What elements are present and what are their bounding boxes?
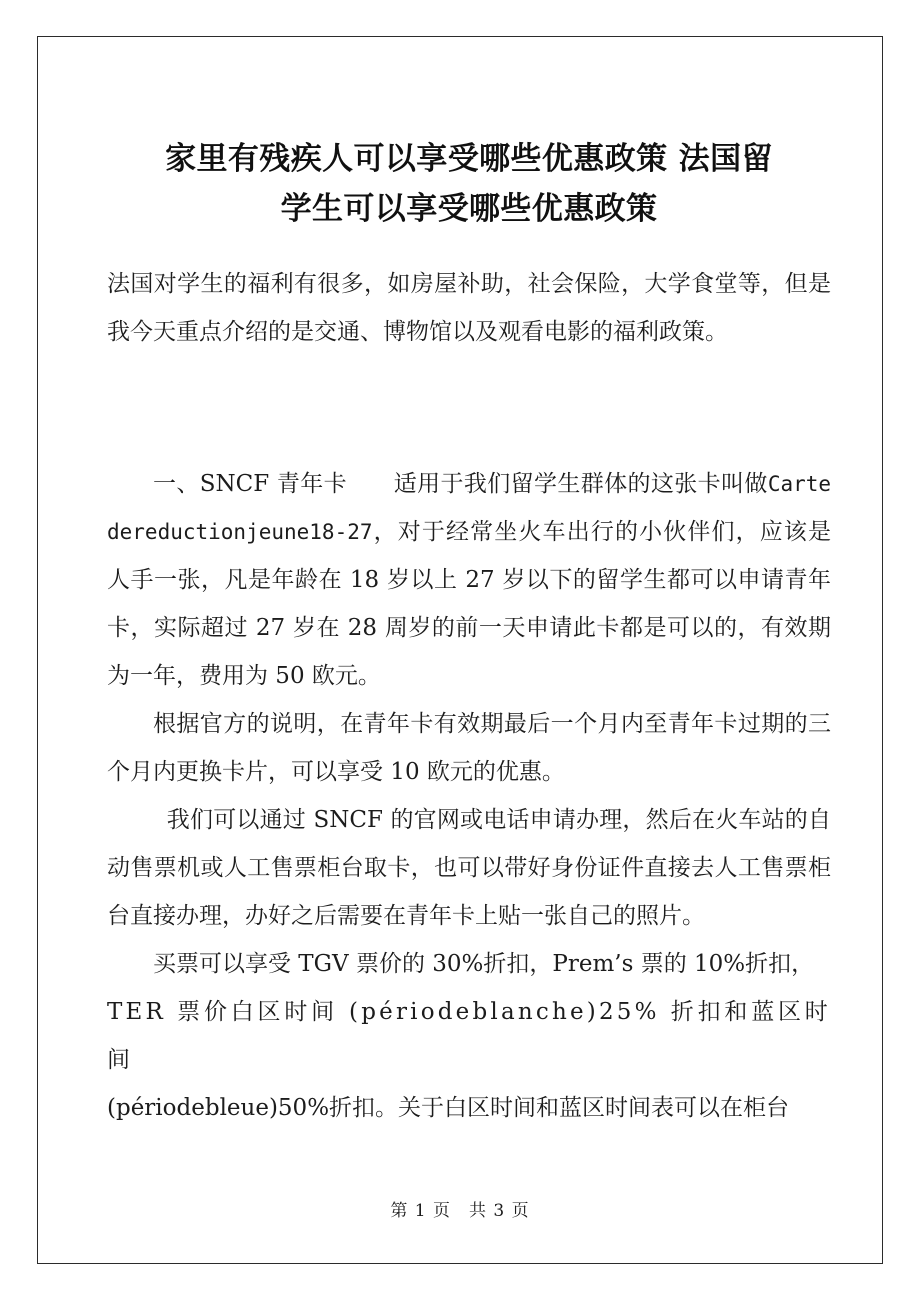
paragraph-apply: 我们可以通过 SNCF 的官网或电话申请办理，然后在火车站的自动售票机或人工售票柜台取卡，也可以带好身份证件直接去人工售票柜台直接办理，办好之后需要在青年卡上贴一张自己的照片。	[107, 807, 831, 929]
section-heading-sncf: 一、SNCF 青年卡	[153, 471, 348, 497]
title-body-spacer	[107, 234, 831, 260]
paragraph-discount-line-3: (périodebleue)50%折扣。关于白区时间和蓝区时间表可以在柜台	[107, 1095, 790, 1121]
sncf-card-name: Cartedereductionjeune18-27	[107, 472, 832, 544]
paragraph-discount-line-1: 买票可以享受 TGV 票价的 30%折扣，Prem’s 票的 10%折扣，	[153, 951, 815, 977]
section-spacer	[107, 356, 831, 460]
page-title-line-1: 家里有残疾人可以享受哪些优惠政策 法国留	[165, 141, 773, 177]
page-title-line-2: 学生可以享受哪些优惠政策	[280, 191, 658, 227]
page-number-label: 第 1 页 共 3 页	[390, 1201, 530, 1221]
page-footer	[37, 1196, 883, 1221]
sncf-card-details: ，对于经常坐火车出行的小伙伴们，应该是人手一张，凡是年龄在 18 岁以上 27 岁以下的留学生都可以申请青年卡，实际超过 27 岁在 28 周岁的前一天申请此卡都是可以的，有效期为一年，费用为 50 欧元。	[107, 519, 831, 689]
paragraph-sncf-card	[107, 460, 831, 700]
paragraph-intro: 法国对学生的福利有很多，如房屋补助，社会保险，大学食堂等，但是我今天重点介绍的是交通、博物馆以及观看电影的福利政策。	[107, 271, 831, 345]
section-heading-gap	[347, 471, 394, 497]
page-title	[107, 36, 831, 234]
paragraph-discount-line-2: TER 票价白区时间 (périodeblanche)25% 折扣和蓝区时间	[107, 999, 831, 1073]
document-content	[107, 36, 831, 1132]
paragraph-official-note: 根据官方的说明，在青年卡有效期最后一个月内至青年卡过期的三个月内更换卡片，可以享受 10 欧元的优惠。	[107, 711, 831, 785]
sncf-card-intro: 适用于我们留学生群体的这张卡叫做	[393, 471, 768, 497]
